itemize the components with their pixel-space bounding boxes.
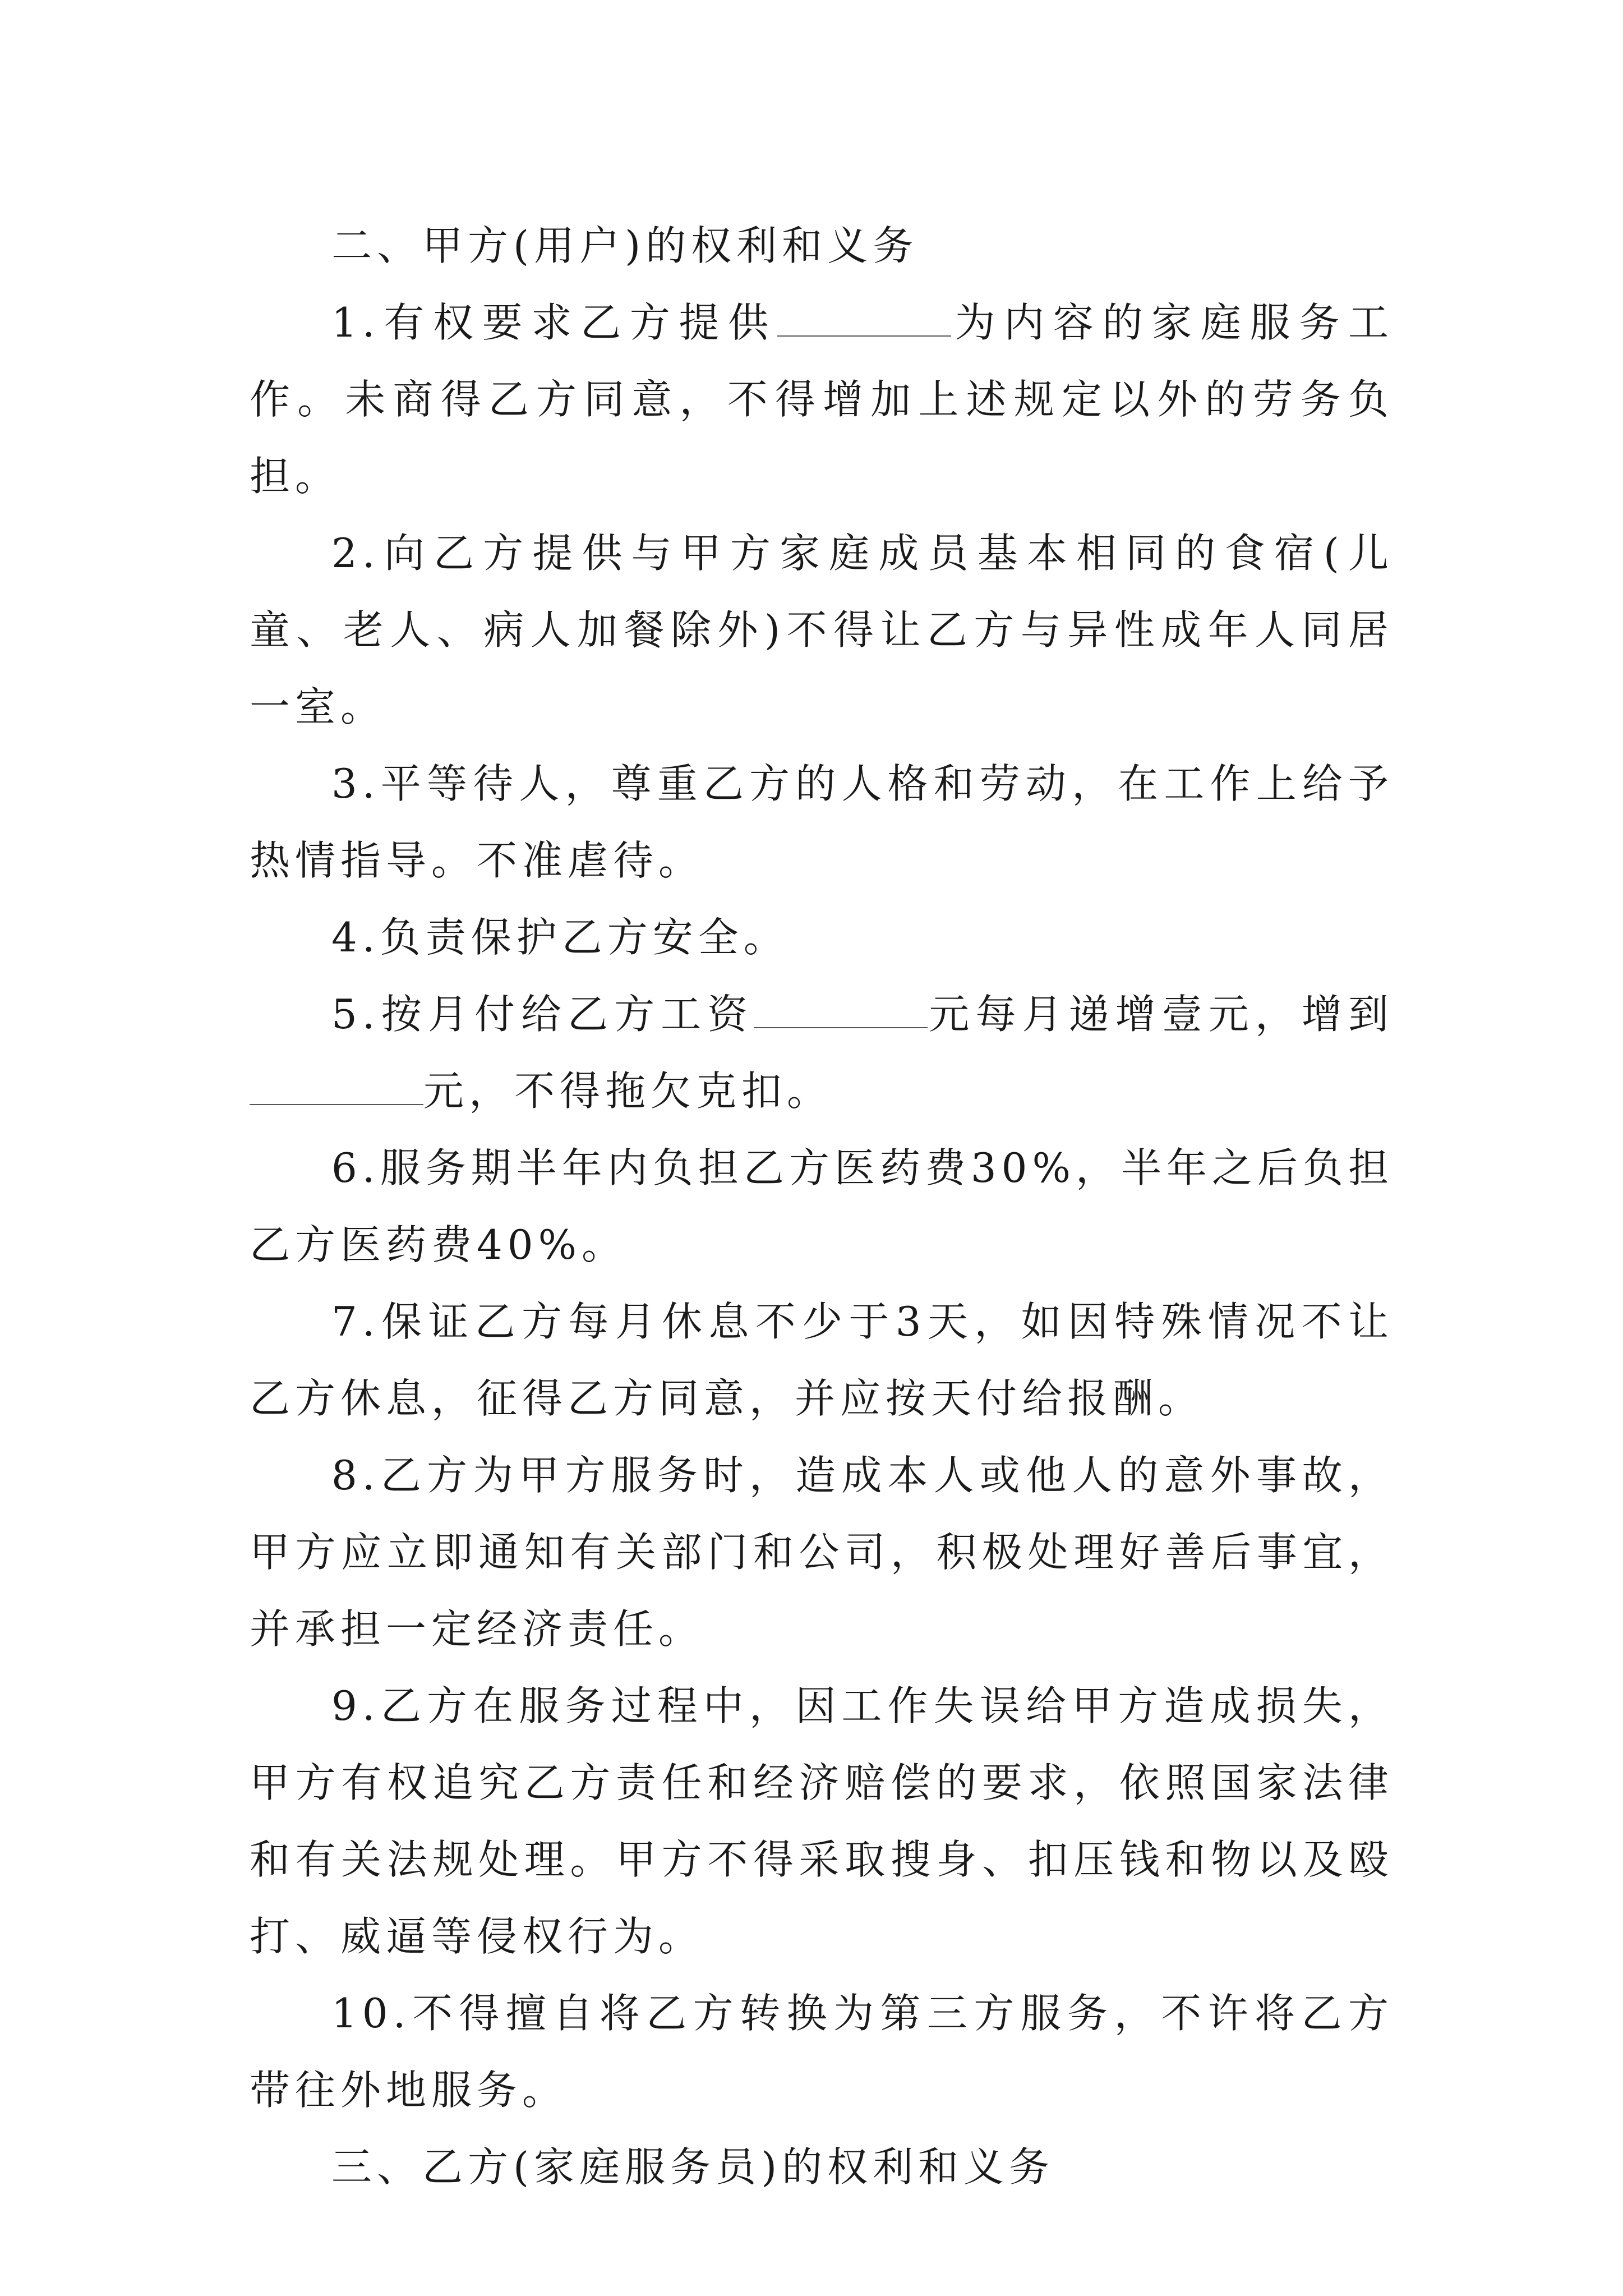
- clause-5-text-b: 元每月递增壹元，增到: [928, 991, 1394, 1038]
- fill-in-blank-max-wage: [250, 1065, 423, 1105]
- section-heading-party-b: 三、乙方(家庭服务员)的权利和义务: [331, 2143, 1055, 2191]
- clause-3: 3.平等待人，尊重乙方的人格和劳动，在工作上给予热情指导。不准虐待。: [250, 760, 1394, 884]
- section-heading-party-a: 二、甲方(用户)的权利和义务: [331, 222, 919, 269]
- clause-1-text-b: 为内容的家庭服务工作。未商得乙方同意，不得增加上述规定以外的劳务负担。: [250, 299, 1394, 500]
- clause-1-text-a: 1.有权要求乙方提供: [331, 299, 777, 346]
- clause-5-text-a: 5.按月付给乙方工资: [331, 991, 754, 1038]
- fill-in-blank-service-content: [777, 296, 951, 337]
- clause-7: 7.保证乙方每月休息不少于3天，如因特殊情况不让乙方休息，征得乙方同意，并应按天付给报酬。: [250, 1298, 1394, 1422]
- clause-5: [250, 976, 1394, 1130]
- clause-9: 9.乙方在服务过程中，因工作失误给甲方造成损失，甲方有权追究乙方责任和经济赔偿的要求，依照国家法律和有关法规处理。甲方不得采取搜身、扣压钱和物以及殴打、威逼等侵权行为。: [250, 1682, 1394, 1960]
- clause-1: [250, 284, 1394, 515]
- document-body: [250, 208, 1394, 2206]
- clause-10: 10.不得擅自将乙方转换为第三方服务，不许将乙方带往外地服务。: [250, 1990, 1394, 2114]
- clause-4: 4.负责保护乙方安全。: [331, 914, 789, 961]
- clause-5-text-c: 元，不得拖欠克扣。: [423, 1068, 833, 1115]
- clause-6: 6.服务期半年内负担乙方医药费30%，半年之后负担乙方医药费40%。: [250, 1144, 1394, 1268]
- clause-2: 2.向乙方提供与甲方家庭成员基本相同的食宿(儿童、老人、病人加餐除外)不得让乙方与异性成年人同居一室。: [250, 530, 1394, 730]
- fill-in-blank-wage: [754, 988, 928, 1028]
- clause-8: 8.乙方为甲方服务时，造成本人或他人的意外事故，甲方应立即通知有关部门和公司，积极处理好善后事宜，并承担一定经济责任。: [250, 1452, 1394, 1653]
